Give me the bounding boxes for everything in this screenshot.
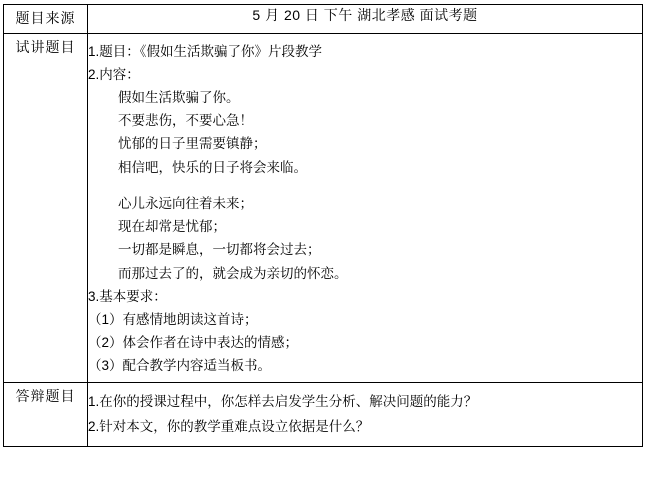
row-label-defense (4, 382, 88, 446)
topic-line: （2）体会作者在诗中表达的情感； (88, 335, 299, 351)
topic-line-list (88, 40, 642, 378)
topic-line: 一切都是瞬息，一切都将会过去； (118, 242, 321, 258)
topic-line: 不要悲伤，不要心急！ (118, 113, 253, 129)
row-label-source (4, 5, 88, 34)
row-value-topic (88, 33, 643, 382)
topic-line: （1）有感情地朗读这首诗； (88, 312, 258, 327)
defense-line: 2.针对本文，你的教学重难点设立依据是什么？ (88, 419, 370, 435)
defense-line: 1.在你的授课过程中，你怎样去启发学生分析、解决问题的能力？ (88, 393, 478, 409)
row-label-defense-text: 答辩题目 (15, 387, 76, 404)
topic-line: 3.基本要求： (88, 288, 167, 304)
row-label-topic-text: 试讲题目 (15, 38, 76, 55)
topic-line: 假如生活欺骗了你。 (118, 90, 240, 106)
topic-line: 忧郁的日子里需要镇静； (118, 136, 267, 152)
topic-line: 而那过去了的，就会成为亲切的怀恋。 (118, 265, 348, 281)
row-value-source: 5 月 20 日 下午 湖北孝感 面试考题 (88, 5, 643, 34)
topic-line: 1.题目：《假如生活欺骗了你》片段教学 (88, 43, 323, 59)
topic-line: （3）配合教学内容适当板书。 (88, 358, 272, 374)
topic-line: 相信吧，快乐的日子将会来临。 (118, 159, 307, 175)
defense-line-list (88, 389, 642, 440)
exam-sheet (0, 4, 646, 482)
topic-line: 心儿永远向往着未来； (118, 195, 253, 211)
topic-line: 2.内容： (88, 66, 140, 82)
exam-table (3, 4, 643, 447)
table-row-topic (4, 33, 643, 382)
row-label-topic (4, 33, 88, 382)
row-value-defense (88, 382, 643, 446)
table-row-source (4, 5, 643, 34)
exam-table-body (4, 5, 643, 447)
topic-line: 现在却常是忧郁； (118, 219, 226, 235)
topic-blank-line (88, 179, 642, 192)
table-row-defense (4, 382, 643, 446)
row-label-source-text: 题目来源 (15, 10, 76, 26)
